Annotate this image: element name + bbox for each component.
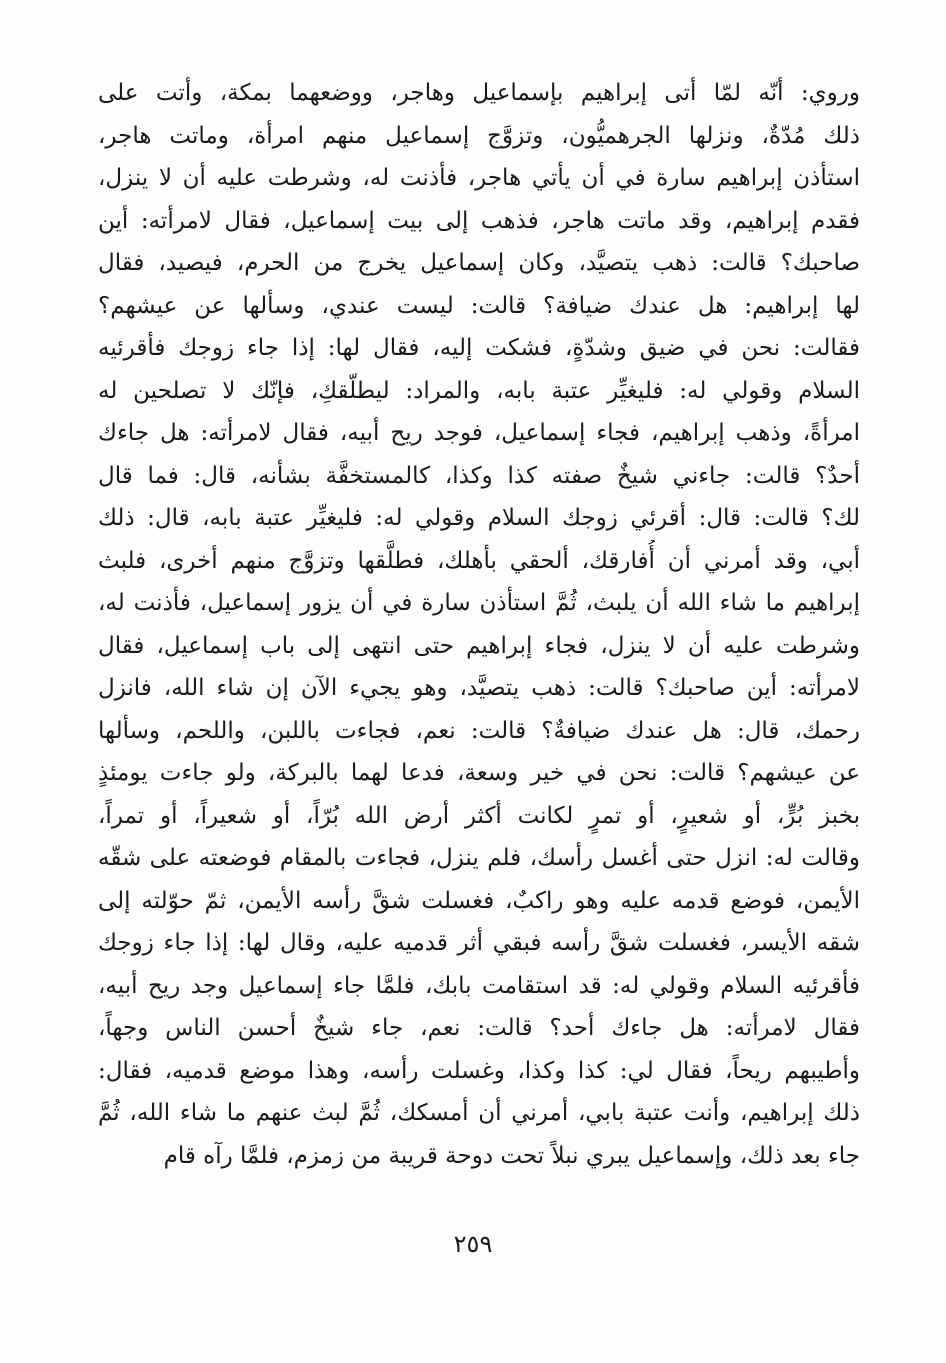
text-line-24: وأطيبهم ريحاً، فقال لي: كذا وكذا، وغسلت رأسه، وهذا موضع قدميه، فقال: xyxy=(98,1057,860,1084)
text-line-5: صاحبك؟ قالت: ذهب يتصيَّد، وكان إسماعيل يخرج من الحرم، فيصيد، فقال xyxy=(98,250,860,276)
text-line-13: إبراهيم ما شاء الله أن يلبث، ثُمَّ استأذن سارة في أن يزور إسماعيل، فأذنت له، xyxy=(98,590,860,616)
text-line-12: أبي، وقد أمرني أن أُفارقك، ألحقي بأهلك، فطلَّقها وتزوَّج منهم أخرى، فلبث xyxy=(98,547,860,574)
text-line-4: فقدم إبراهيم، وقد ماتت هاجر، فذهب إلى بيت إسماعيل، فقال لامرأته: أين xyxy=(98,207,860,234)
text-line-15: لامرأته: أين صاحبك؟ قالت: ذهب يتصيَّد، وهو يجيء الآن إن شاء الله، فانزل xyxy=(98,675,860,701)
text-line-8: السلام وقولي له: فليغيِّر عتبة بابه، والمراد: ليطلّقكِ، فإنّك لا تصلحين له xyxy=(98,377,860,404)
text-line-10: أحدٌ؟ قالت: جاءني شيخٌ صفته كذا وكذا، كالمستخفَّة بشأنه، قال: فما قال xyxy=(98,462,860,489)
text-line-22: فأقرئيه السلام وقولي له: قد استقامت بابك، فلمَّا جاء إسماعيل وجد ريح أبيه، xyxy=(98,972,860,999)
text-line-6: لها إبراهيم: هل عندك ضيافة؟ قالت: ليست عندي، وسألها عن عيشهم؟ xyxy=(98,292,860,319)
text-line-21: شقه الأيسر، فغسلت شقَّ رأسه فبقي أثر قدميه عليه، وقال لها: إذا جاء زوجك xyxy=(98,930,860,956)
text-line-3: استأذن إبراهيم سارة في أن يأتي هاجر، فأذنت له، وشرطت عليه أن لا ينزل، xyxy=(98,165,860,191)
page-number: ٢٥٩ xyxy=(453,1230,493,1258)
text-line-16: رحمك، قال: هل عندك ضيافةٌ؟ قالت: نعم، فجاءت باللبن، واللحم، وسألها xyxy=(98,717,860,744)
text-line-18: بخبز بُرٍّ، أو شعيرٍ، أو تمرٍ لكانت أكثر أرض الله بُرّاً، أو شعيراً، أو تمراً، xyxy=(98,802,860,829)
text-line-20: الأيمن، فوضع قدمه عليه وهو راكبٌ، فغسلت شقَّ رأسه الأيمن، ثمّ حوّلته إلى xyxy=(98,887,860,914)
text-line-23: فقال لامرأته: هل جاءك أحد؟ قالت: نعم، جاء شيخٌ أحسن الناس وجهاً، xyxy=(98,1015,860,1041)
text-line-2: ذلك مُدّةٌ، ونزلها الجرهميُّون، وتزوَّج إسماعيل منهم امرأة، وماتت هاجر، xyxy=(98,122,860,149)
text-line-19: وقالت له: انزل حتى أغسل رأسك، فلم ينزل، فجاءت بالمقام فوضعته على شقّه xyxy=(98,845,860,871)
text-line-1: وروي: أنّه لمّا أتى إبراهيم بإسماعيل وهاجر، ووضعهما بمكة، وأتت على xyxy=(98,80,860,106)
body-text xyxy=(98,72,860,1177)
text-line-25: ذلك إبراهيم، وأنت عتبة بابي، أمرني أن أمسكك، ثُمَّ لبث عنهم ما شاء الله، ثُمَّ xyxy=(98,1100,860,1126)
text-line-14: وشرطت عليه أن لا ينزل، فجاء إبراهيم حتى انتهى إلى باب إسماعيل، فقال xyxy=(98,632,860,659)
text-line-9: امرأةً، وذهب إبراهيم، فجاء إسماعيل، فوجد ريح أبيه، فقال لامرأته: هل جاءك xyxy=(98,420,860,446)
text-line-26: جاء بعد ذلك، وإسماعيل يبري نبلاً تحت دوحة قريبة من زمزم، فلمَّا رآه قام xyxy=(163,1142,860,1169)
text-line-17: عن عيشهم؟ قالت: نحن في خير وسعة، فدعا لهما بالبركة، ولو جاءت يومئذٍ xyxy=(98,760,860,786)
text-line-11: لك؟ قالت: قال: أقرئي زوجك السلام وقولي له: فليغيِّر عتبة بابه، قال: ذلك xyxy=(98,505,860,531)
text-line-7: فقالت: نحن في ضيق وشدّةٍ، فشكت إليه، فقال لها: إذا جاء زوجك فأقرئيه xyxy=(98,335,860,361)
